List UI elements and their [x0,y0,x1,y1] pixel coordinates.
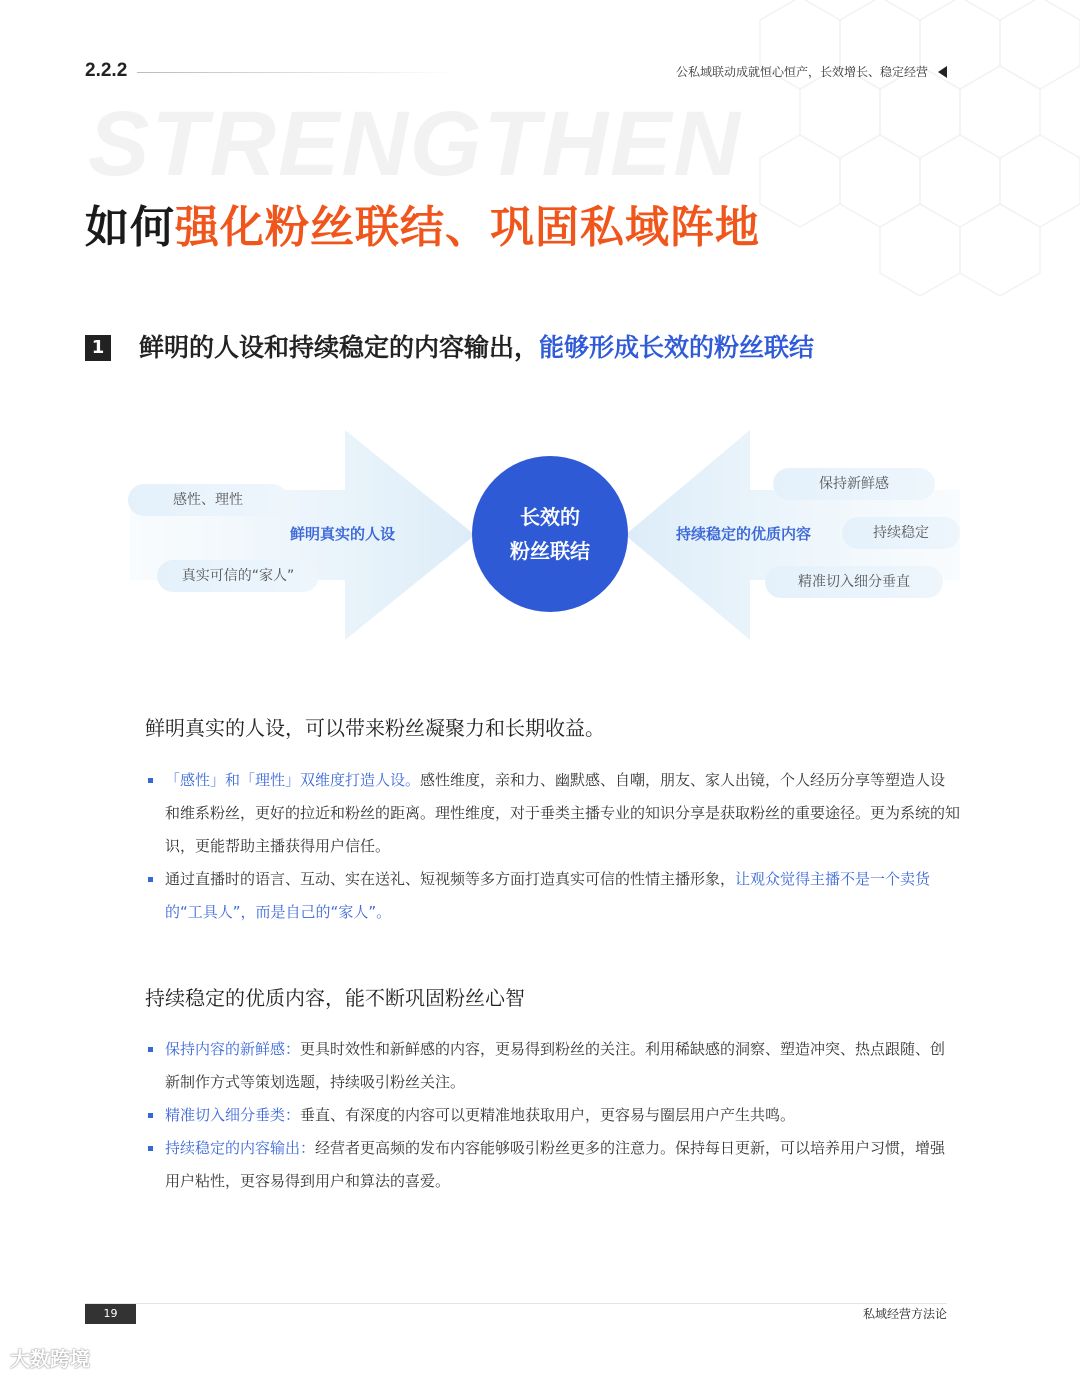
center-line-2: 粉丝联结 [510,539,590,563]
list-item [145,764,960,863]
subheading [139,332,814,364]
pill-freshness: 保持新鲜感 [773,468,935,500]
title-highlight: 强化粉丝联结、巩固私域阵地 [175,202,760,253]
list-item [145,1099,960,1132]
section2-heading: 持续稳定的优质内容，能不断巩固粉丝心智 [145,986,525,1010]
footer-divider [85,1303,947,1304]
item-highlight: 让观众觉得主播不是一个卖货的“工具人”，而是自己的“家人”。 [165,870,931,921]
pill-consistency: 持续稳定 [842,517,960,549]
subheading-number: 1 [85,335,111,361]
section2-list [145,1033,960,1198]
section1-list [145,764,960,929]
item-text: 更具时效性和新鲜感的内容，更易得到粉丝的关注。利用稀缺感的洞察、塑造冲突、热点跟随、创新制作方式等策划选题，持续吸引粉丝关注。 [165,1040,946,1091]
item-lead: 精准切入细分垂类： [165,1106,301,1124]
list-item [145,1033,960,1099]
title-prefix: 如何 [85,202,175,253]
footer-title: 私域经营方法论 [862,1307,947,1321]
triangle-left-icon [938,66,947,78]
page-number: 19 [85,1304,136,1324]
center-line-1: 长效的 [520,505,580,529]
list-item [145,1132,960,1198]
right-label: 持续稳定的优质内容 [676,525,812,543]
subheading-highlight: 能够形成长效的粉丝联结 [539,333,815,362]
item-text: 感性维度，亲和力、幽默感、自嘲，朋友、家人出镜，个人经历分享等塑造人设和维系粉丝，更好的拉近和粉丝的距离。理性维度，对于垂类主播专业的知识分享是获取粉丝的重要途径。更为系统的知识，更能帮助主播获得用户信任。 [165,771,961,855]
pill-emotional-rational: 感性、理性 [128,484,288,516]
pill-vertical: 精准切入细分垂直 [765,566,943,598]
item-text: 经营者更高频的发布内容能够吸引粉丝更多的注意力。保持每日更新，可以培养用户习惯，增强用户粘性，更容易得到用户和算法的喜爱。 [165,1139,946,1190]
left-label: 鲜明真实的人设 [290,525,396,543]
item-text: 垂直、有深度的内容可以更精准地获取用户，更容易与圈层用户产生共鸣。 [300,1106,796,1124]
watermark: 大数跨境 [10,1347,90,1371]
section-number: 2.2.2 [85,60,128,81]
subheading-text: 鲜明的人设和持续稳定的内容输出， [139,333,540,362]
item-lead: 保持内容的新鲜感： [165,1040,301,1058]
item-lead: 「感性」和「理性」双维度打造人设。 [165,771,421,789]
list-item [145,863,960,929]
running-head: 公私域联动成就恒心恒产，长效增长、稳定经营 [675,65,928,79]
center-circle [472,456,628,612]
item-text: 通过直播时的语言、互动、实在送礼、短视频等多方面打造真实可信的性情主播形象， [165,870,736,888]
ghost-background-word: STRENGTHEN [88,93,742,195]
section1-heading: 鲜明真实的人设，可以带来粉丝凝聚力和长期收益。 [145,716,605,740]
page-title [85,202,760,254]
item-lead: 持续稳定的内容输出： [165,1139,316,1157]
pill-trusted-family: 真实可信的“家人” [157,560,319,592]
header-divider [137,72,457,73]
